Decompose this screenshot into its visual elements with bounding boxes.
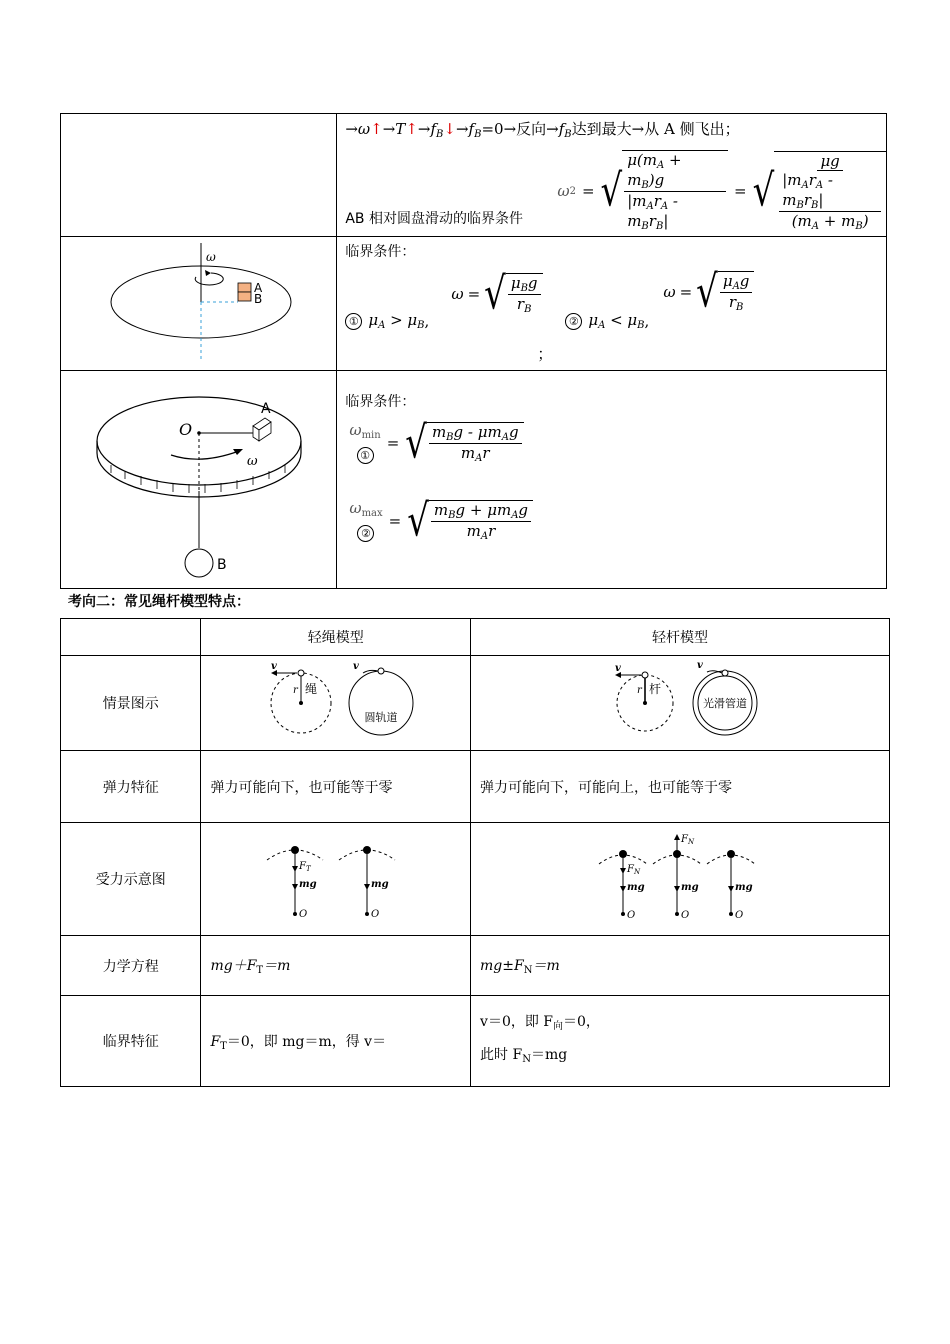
row3-omin: $\omega_{min}$ ① = √ $\frac{m_Bg - \mu m_Ag}{m_Ar}$: [349, 421, 523, 464]
turntable-figure-2: [91, 373, 311, 585]
equation-rod: $mg\pm F_N=m$: [471, 936, 890, 996]
svg-text:mg: mg: [370, 879, 389, 890]
svg-text:FN: $F_N$: [681, 834, 695, 846]
header-row: [61, 619, 890, 656]
svg-text:圆轨道: 圆轨道: [364, 710, 398, 724]
svg-text:r: r: [292, 684, 298, 696]
scene-rod-figure: [471, 656, 890, 751]
svg-text:O: O: [627, 910, 636, 921]
svg-text:v: v: [615, 662, 621, 674]
upper-row3-right: [337, 371, 887, 589]
row2-formula2: ω = √ $\frac{\mu_Ag}{r_B}$: [663, 271, 754, 313]
equation-rope: $mg+F_T=m$: [201, 936, 471, 996]
elastic-label: 弹力特征: [61, 751, 201, 823]
upper-row1-left: [61, 114, 337, 237]
rope-scene-svg: [251, 659, 421, 744]
svg-text:v: v: [270, 660, 277, 672]
critical-label: 临界特征: [61, 996, 201, 1087]
svg-text:r: r: [637, 684, 642, 696]
chain-text: $\to\omega↑\to T↑\to f_B↓\to f_B=0\to$反向$\to f_B$达到最大→从 A 侧飞出；: [345, 120, 740, 140]
svg-text:v: v: [697, 659, 703, 671]
turntable-figure-1: [106, 239, 296, 367]
svg-text:O: O: [735, 910, 744, 921]
upper-row1-right: [337, 114, 887, 237]
force-rope-figure: [201, 823, 471, 936]
fig1-omega: ω: [206, 250, 216, 264]
svg-text:mg: mg: [298, 879, 317, 890]
svg-text:v: v: [352, 660, 359, 672]
section-title: 考向二：常见绳杆模型特点：: [68, 594, 250, 610]
rod-scene-svg: [595, 659, 765, 744]
elastic-rod: 弹力可能向下，可能向上，也可能等于零: [471, 751, 890, 823]
upper-row2-left: [61, 237, 337, 371]
svg-text:FN: $F_N$: [627, 864, 641, 876]
lower-table: [60, 618, 890, 1087]
row2-semicolon: ；: [537, 345, 553, 363]
abr-caption: AB 相对圆盘滑动的临界条件: [345, 211, 523, 227]
fig2-A: A: [261, 401, 271, 417]
force-rod-figure: [471, 823, 890, 936]
svg-text:FT: $F_T$: [298, 861, 311, 873]
fig2-omega: ω: [247, 454, 258, 469]
fig2-O: O: [179, 420, 193, 439]
row2-label: 临界条件：: [345, 244, 416, 260]
force-label: 受力示意图: [61, 823, 201, 936]
critical-rod: v＝0，即 $F_向=0$， 此时 $F_N=mg$: [471, 996, 890, 1087]
fig1-B: B: [254, 292, 263, 306]
svg-text:O: O: [370, 909, 379, 920]
svg-text:O: O: [681, 910, 690, 921]
critical-row: [61, 996, 890, 1087]
svg-text:mg: mg: [735, 882, 753, 893]
upper-table: [60, 113, 887, 589]
svg-text:O: O: [298, 909, 307, 920]
header-rod: 轻杆模型: [471, 619, 890, 656]
upper-row2-right: [337, 237, 887, 371]
elastic-rope: 弹力可能向下，也可能等于零: [201, 751, 471, 823]
force-row: [61, 823, 890, 936]
row3-label: 临界条件：: [345, 394, 416, 410]
scene-row: [61, 656, 890, 751]
rod-force-svg: [595, 832, 765, 922]
upper-row3-left: [61, 371, 337, 589]
svg-text:mg: mg: [627, 882, 645, 893]
svg-text:mg: mg: [681, 882, 699, 893]
svg-text:光滑管道: 光滑管道: [703, 696, 748, 710]
equation-label: 力学方程: [61, 936, 201, 996]
svg-text:杆: 杆: [649, 681, 662, 696]
critical-rope: $F_T=0$，即 mg＝m，得 v＝: [201, 996, 471, 1087]
scene-label: 情景图示: [61, 656, 201, 751]
elastic-row: [61, 751, 890, 823]
row2-case1: ① $\mu_A > \mu_B$ ,: [345, 311, 429, 331]
svg-text:绳: 绳: [304, 681, 317, 696]
header-empty: [61, 619, 201, 656]
rope-force-svg: [261, 832, 411, 922]
fig1-A: A: [254, 281, 263, 295]
header-rope: 轻绳模型: [201, 619, 471, 656]
equation-row: [61, 936, 890, 996]
fig2-B: B: [217, 557, 227, 573]
row2-formula1: ω = √ $\frac{\mu_Bg}{r_B}$: [451, 273, 542, 315]
scene-rope-figure: [201, 656, 471, 751]
row3-omax: $\omega_{max}$ ② = √ $\frac{m_Bg + \mu m_Ag}{m_Ar}$: [349, 499, 533, 542]
omega2-formula: ω 2 = √ $\frac{\mu(m_A + m_B)g}{|m_Ar_A - m_Br_B|}$ = √ $\frac{\mu g}{\frac{|m_Ar_A - m_Br_B|}{(m_A + m_B)}}$: [557, 150, 886, 232]
row2-case2: ② $\mu_A < \mu_B$ ,: [565, 311, 649, 331]
